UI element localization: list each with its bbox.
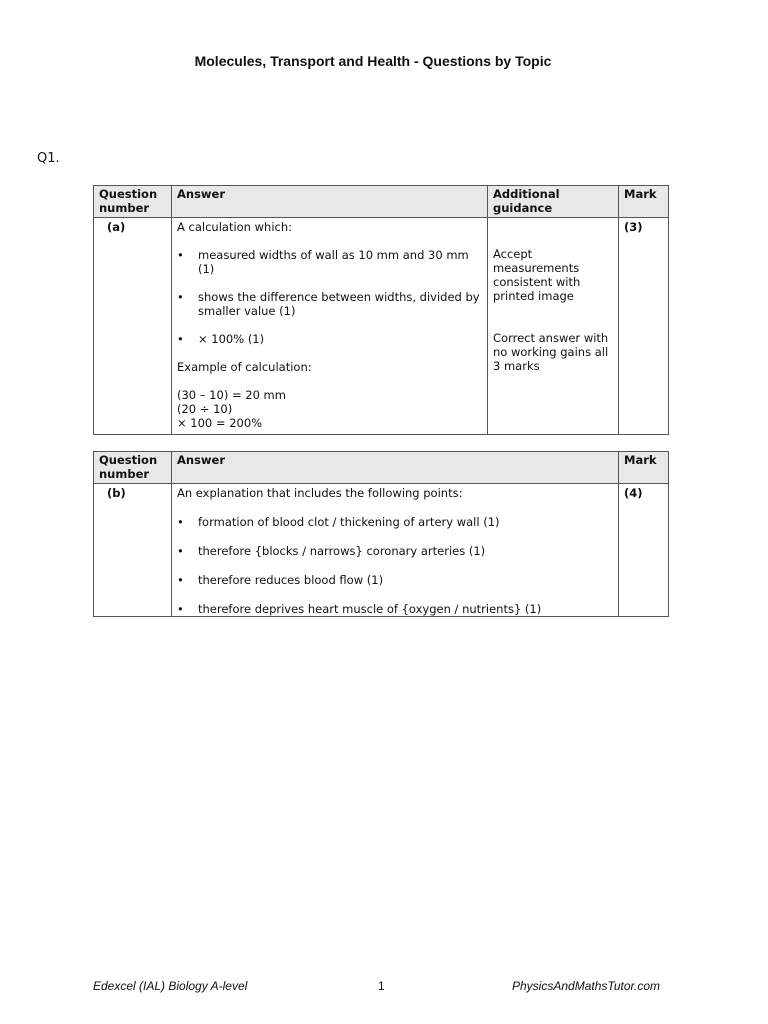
footer-exam-board: Edexcel (IAL) Biology A-level	[93, 979, 248, 993]
mark-cell: (4)	[619, 484, 669, 617]
bullet-icon: •	[177, 515, 184, 529]
answer-bullet	[177, 544, 613, 558]
answer-bullet	[177, 515, 613, 529]
mark-scheme-table-b	[93, 451, 669, 617]
question-label: Q1.	[37, 151, 60, 166]
example-heading: Example of calculation:	[177, 360, 312, 374]
bullet-text: measured widths of wall as 10 mm and 30 mm (1)	[198, 248, 469, 276]
bullet-text: shows the difference between widths, divided by smaller value (1)	[198, 290, 480, 318]
bullet-text: formation of blood clot / thickening of artery wall (1)	[198, 515, 500, 529]
table-row	[94, 484, 669, 617]
table-row	[94, 218, 669, 435]
answer-cell	[172, 484, 619, 617]
bullet-icon: •	[177, 332, 184, 346]
mark-scheme-table-a	[93, 185, 669, 435]
question-number-cell: (b)	[94, 484, 172, 617]
answer-bullet	[177, 248, 482, 276]
header-answer: Answer	[172, 186, 488, 218]
answer-bullet	[177, 602, 613, 616]
answer-bullet	[177, 332, 482, 346]
bullet-text: × 100% (1)	[198, 332, 265, 346]
answer-cell	[172, 218, 488, 435]
document-title: Molecules, Transport and Health - Questions by Topic	[194, 53, 552, 69]
answer-intro: A calculation which:	[177, 220, 292, 234]
answer-bullet	[177, 290, 482, 318]
question-number-cell: (a)	[94, 218, 172, 435]
mark-cell: (3)	[619, 218, 669, 435]
header-additional-guidance: Additional guidance	[488, 186, 619, 218]
header-question-number: Question number	[94, 452, 172, 484]
answer-intro: An explanation that includes the following points:	[177, 486, 463, 500]
bullet-text: therefore reduces blood flow (1)	[198, 573, 384, 587]
bullet-icon: •	[177, 573, 184, 587]
header-question-number: Question number	[94, 186, 172, 218]
header-mark: Mark	[619, 186, 669, 218]
table-header-row	[94, 452, 669, 484]
bullet-icon: •	[177, 248, 184, 262]
footer-website: PhysicsAndMathsTutor.com	[512, 979, 661, 993]
bullet-icon: •	[177, 290, 184, 304]
header-answer: Answer	[172, 452, 619, 484]
header-mark: Mark	[619, 452, 669, 484]
guidance-cell	[488, 218, 619, 435]
bullet-icon: •	[177, 544, 184, 558]
bullet-icon: •	[177, 602, 184, 616]
example-line: (30 – 10) = 20 mm	[177, 388, 286, 402]
example-line: × 100 = 200%	[177, 416, 263, 430]
table-header-row	[94, 186, 669, 218]
bullet-text: therefore {blocks / narrows} coronary arteries (1)	[198, 544, 486, 558]
bullet-text: therefore deprives heart muscle of {oxygen / nutrients} (1)	[198, 602, 542, 616]
footer-page-number: 1	[378, 979, 385, 993]
guidance-text: Accept measurements consistent with printed image	[493, 247, 581, 303]
guidance-text: Correct answer with no working gains all 3 marks	[493, 331, 609, 373]
answer-bullet	[177, 573, 613, 587]
example-line: (20 ÷ 10)	[177, 402, 233, 416]
